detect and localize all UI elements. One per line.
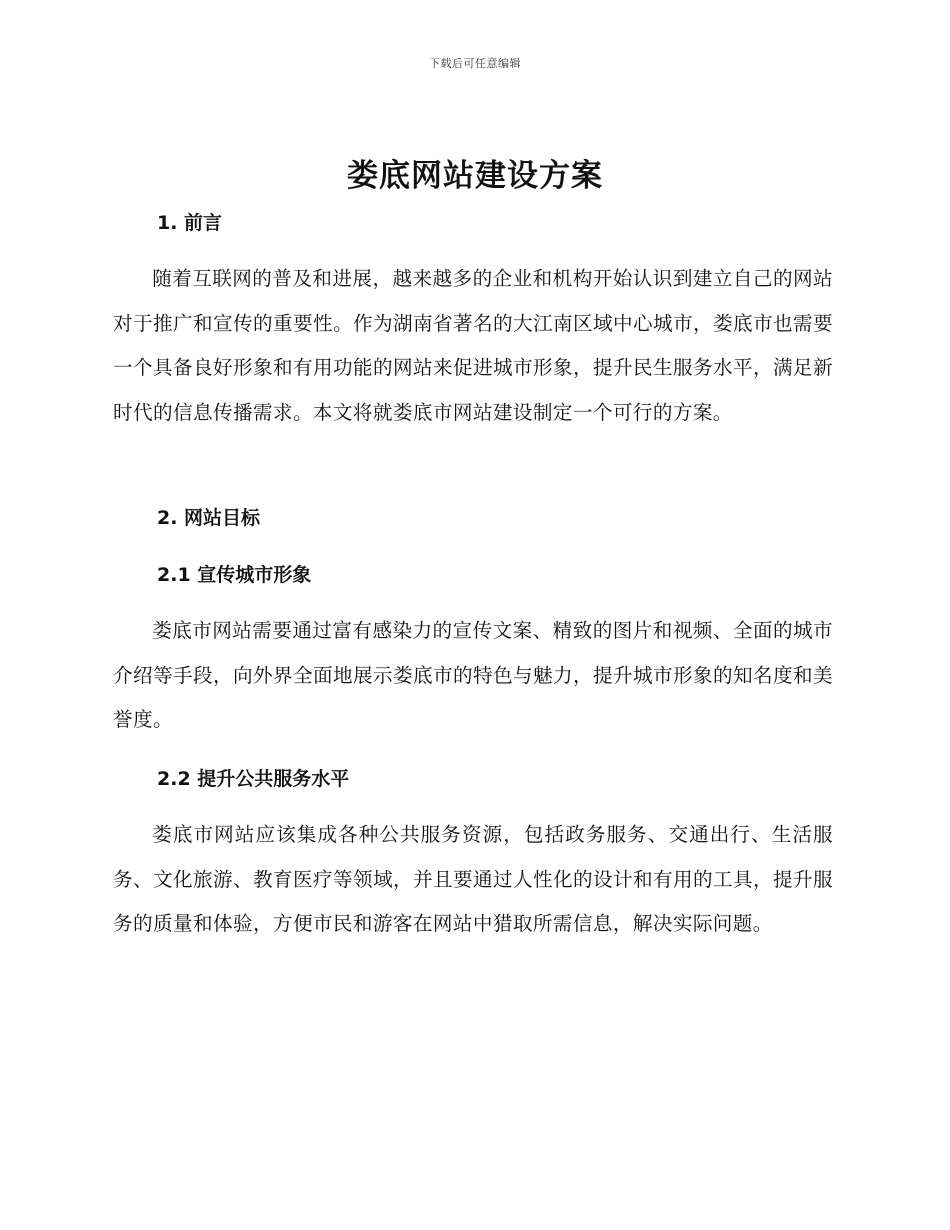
section-heading-goals: 2. 网站目标 [157,507,261,529]
section-paragraph-preface: 随着互联网的普及和进展，越来越多的企业和机构开始认识到建立自己的网站对于推广和宣传的重要性。作为湖南省著名的大江南区域中心城市，娄底市也需要一个具备良好形象和有用功能的网站来促进城市形象，提升民生服务水平，满足新时代的信息传播需求。本文将就娄底市网站建设制定一个可行的方案。 [113,267,833,424]
section-heading-preface: 1. 前言 [157,212,223,234]
section-paragraph-public-service: 娄底市网站应该集成各种公共服务资源，包括政务服务、交通出行、生活服务、文化旅游、教育医疗等领域，并且要通过人性化的设计和有用的工具，提升服务的质量和体验，方便市民和游客在网站中猎取所需信息，解决实际问题。 [113,823,833,935]
section-heading-city-image: 2.1 宣传城市形象 [157,564,312,586]
section-heading-public-service: 2.2 提升公共服务水平 [157,768,350,790]
header-note: 下载后可任意编辑 [429,57,521,70]
document-title: 娄底网站建设方案 [347,158,603,194]
section-paragraph-city-image: 娄底市网站需要通过富有感染力的宣传文案、精致的图片和视频、全面的城市介绍等手段，向外界全面地展示娄底市的特色与魅力，提升城市形象的知名度和美誉度。 [113,619,833,731]
